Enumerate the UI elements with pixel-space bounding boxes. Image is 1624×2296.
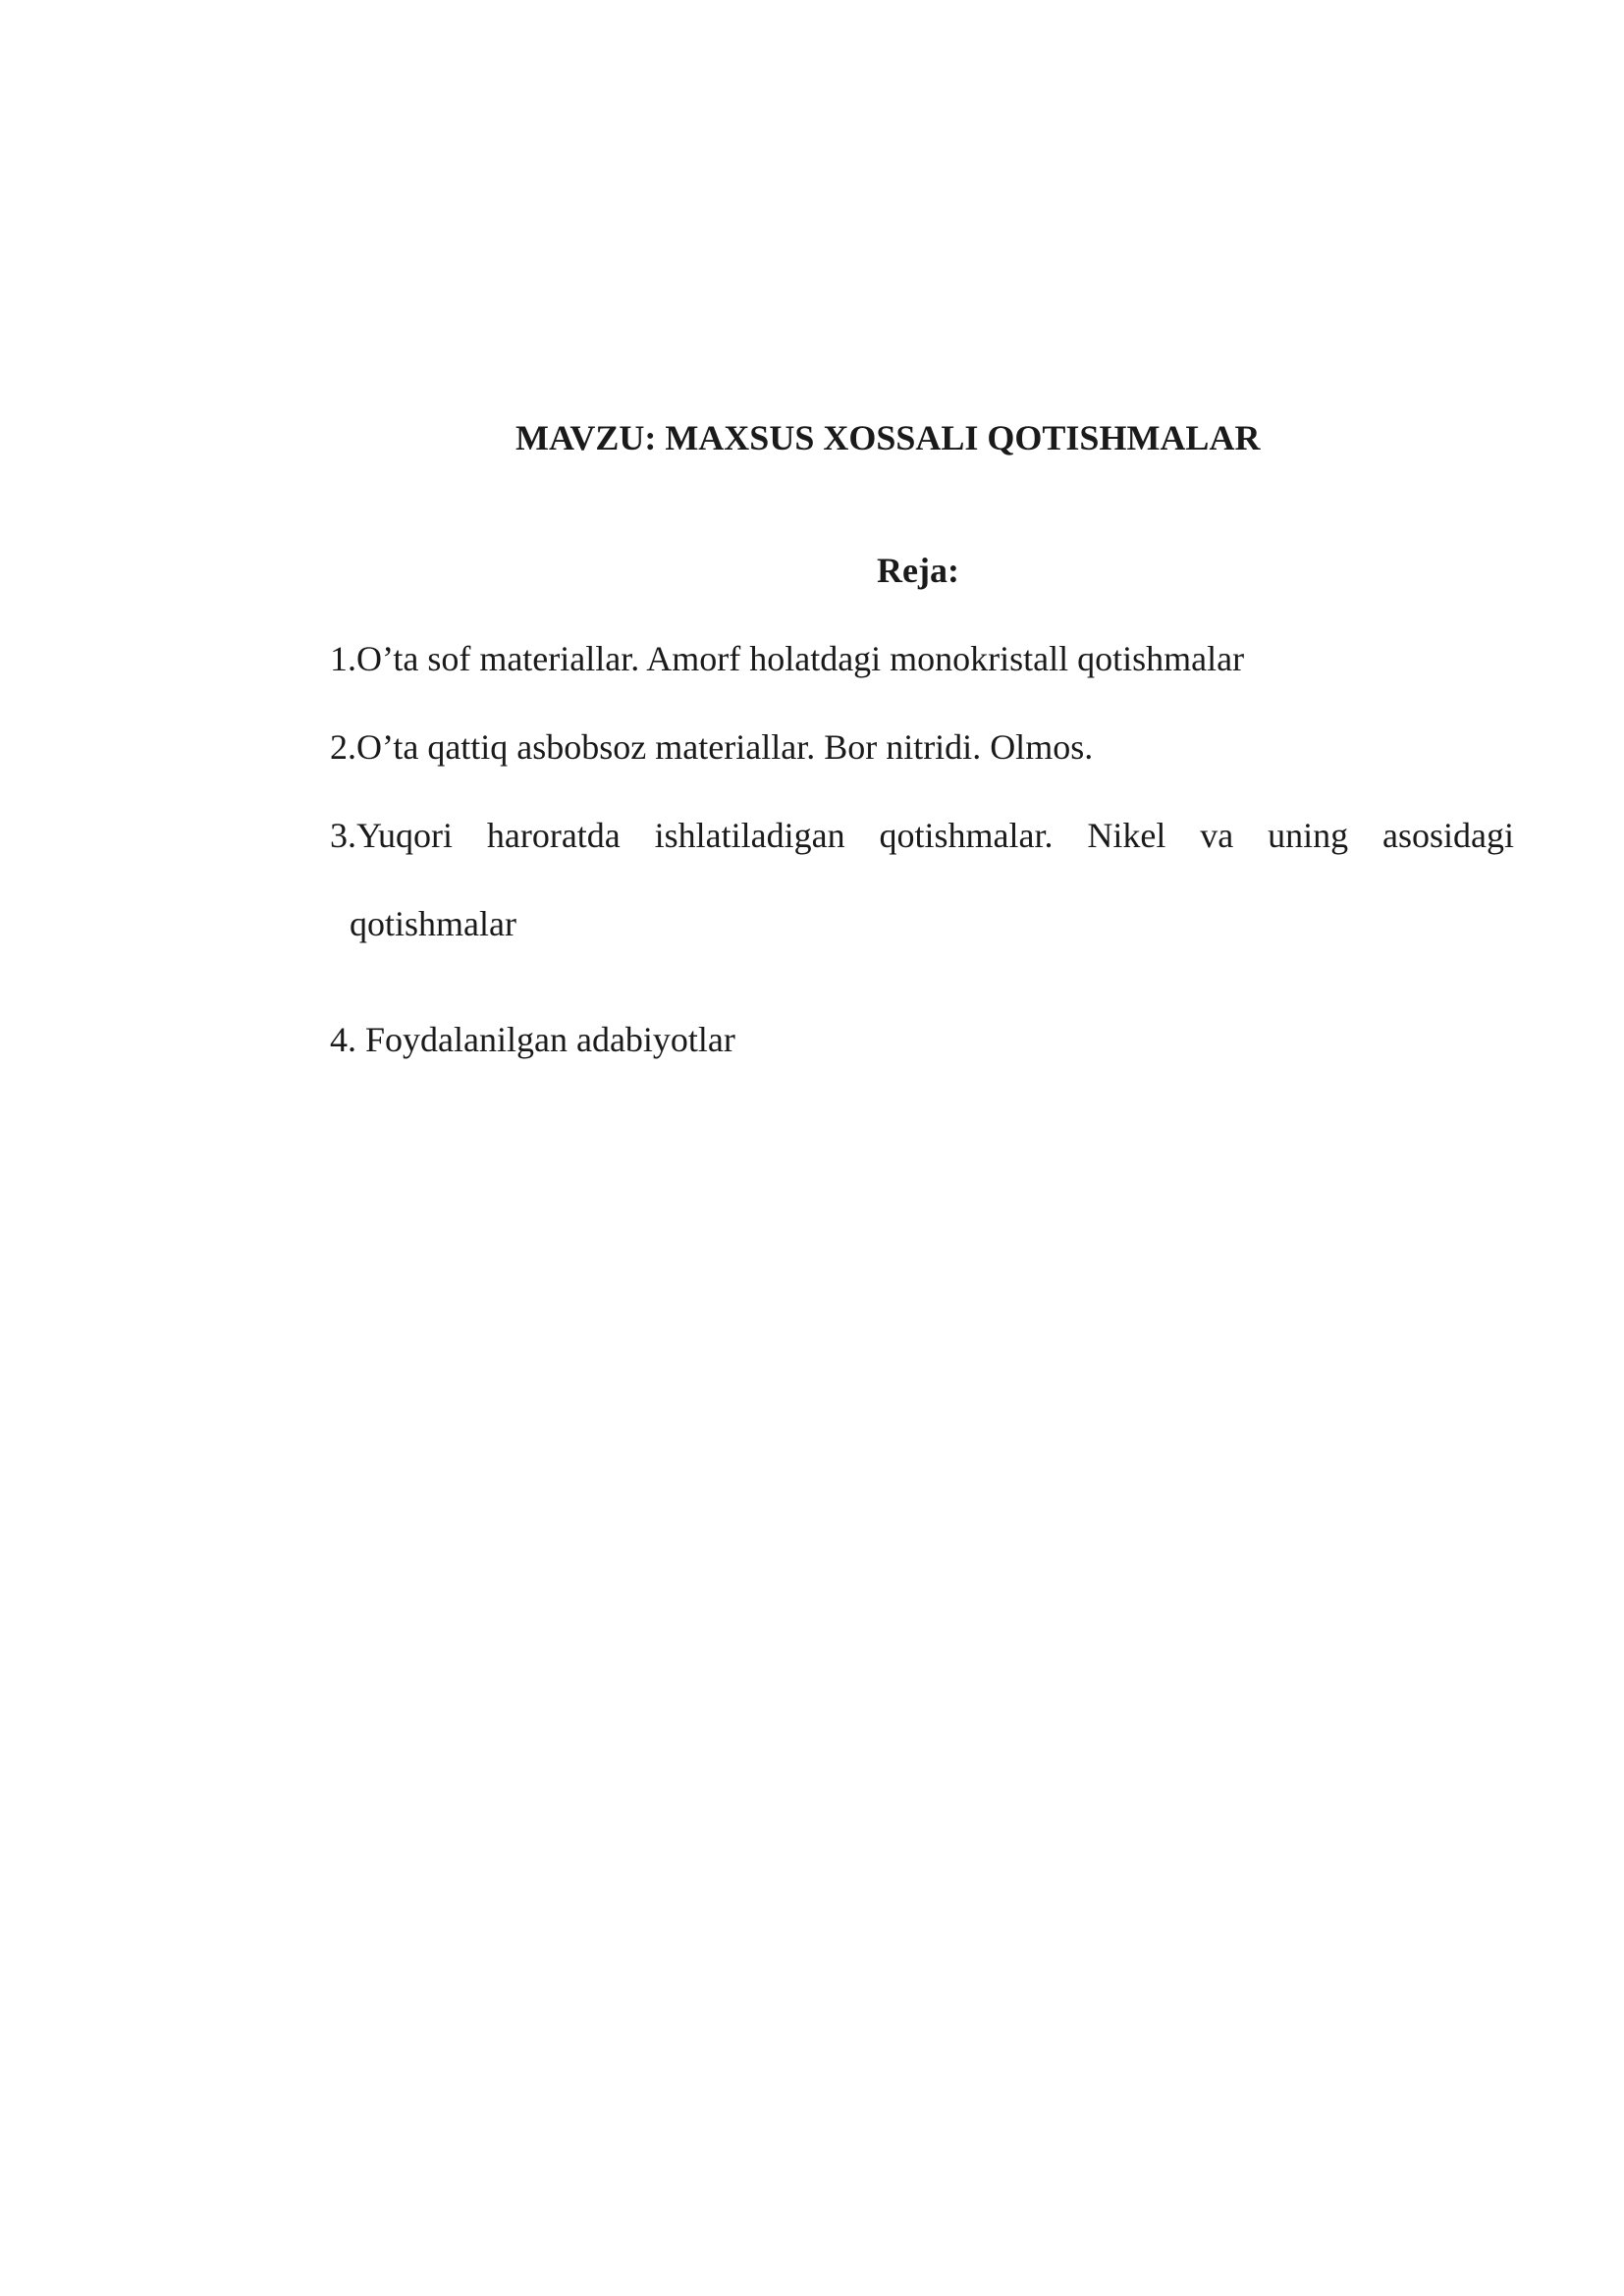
plan-item-3-word: uning [1268,816,1349,855]
plan-item-3 [330,815,1514,856]
plan-item-3-word: qotishmalar. [879,816,1054,855]
plan-item-1: 1.O’ta sof materiallar. Amorf holatdagi monokristall qotishmalar [330,639,1245,678]
plan-item-3-word: haroratda [486,816,621,855]
plan-item-3-word: asosidagi [1381,816,1514,855]
plan-item-3-continuation: qotishmalar [350,904,516,943]
plan-item-3-word: va [1200,816,1234,855]
plan-heading: Reja: [877,551,959,590]
plan-item-3-word: 3.Yuqori [330,816,453,855]
plan-item-3-word: ishlatiladigan [654,816,845,855]
document-title: MAVZU: MAXSUS XOSSALI QOTISHMALAR [515,418,1261,457]
plan-item-3-word: Nikel [1087,816,1166,855]
plan-item-4: 4. Foydalanilgan adabiyotlar [330,1020,735,1059]
plan-item-2: 2.O’ta qattiq asbobsoz materiallar. Bor nitridi. Olmos. [330,727,1094,767]
